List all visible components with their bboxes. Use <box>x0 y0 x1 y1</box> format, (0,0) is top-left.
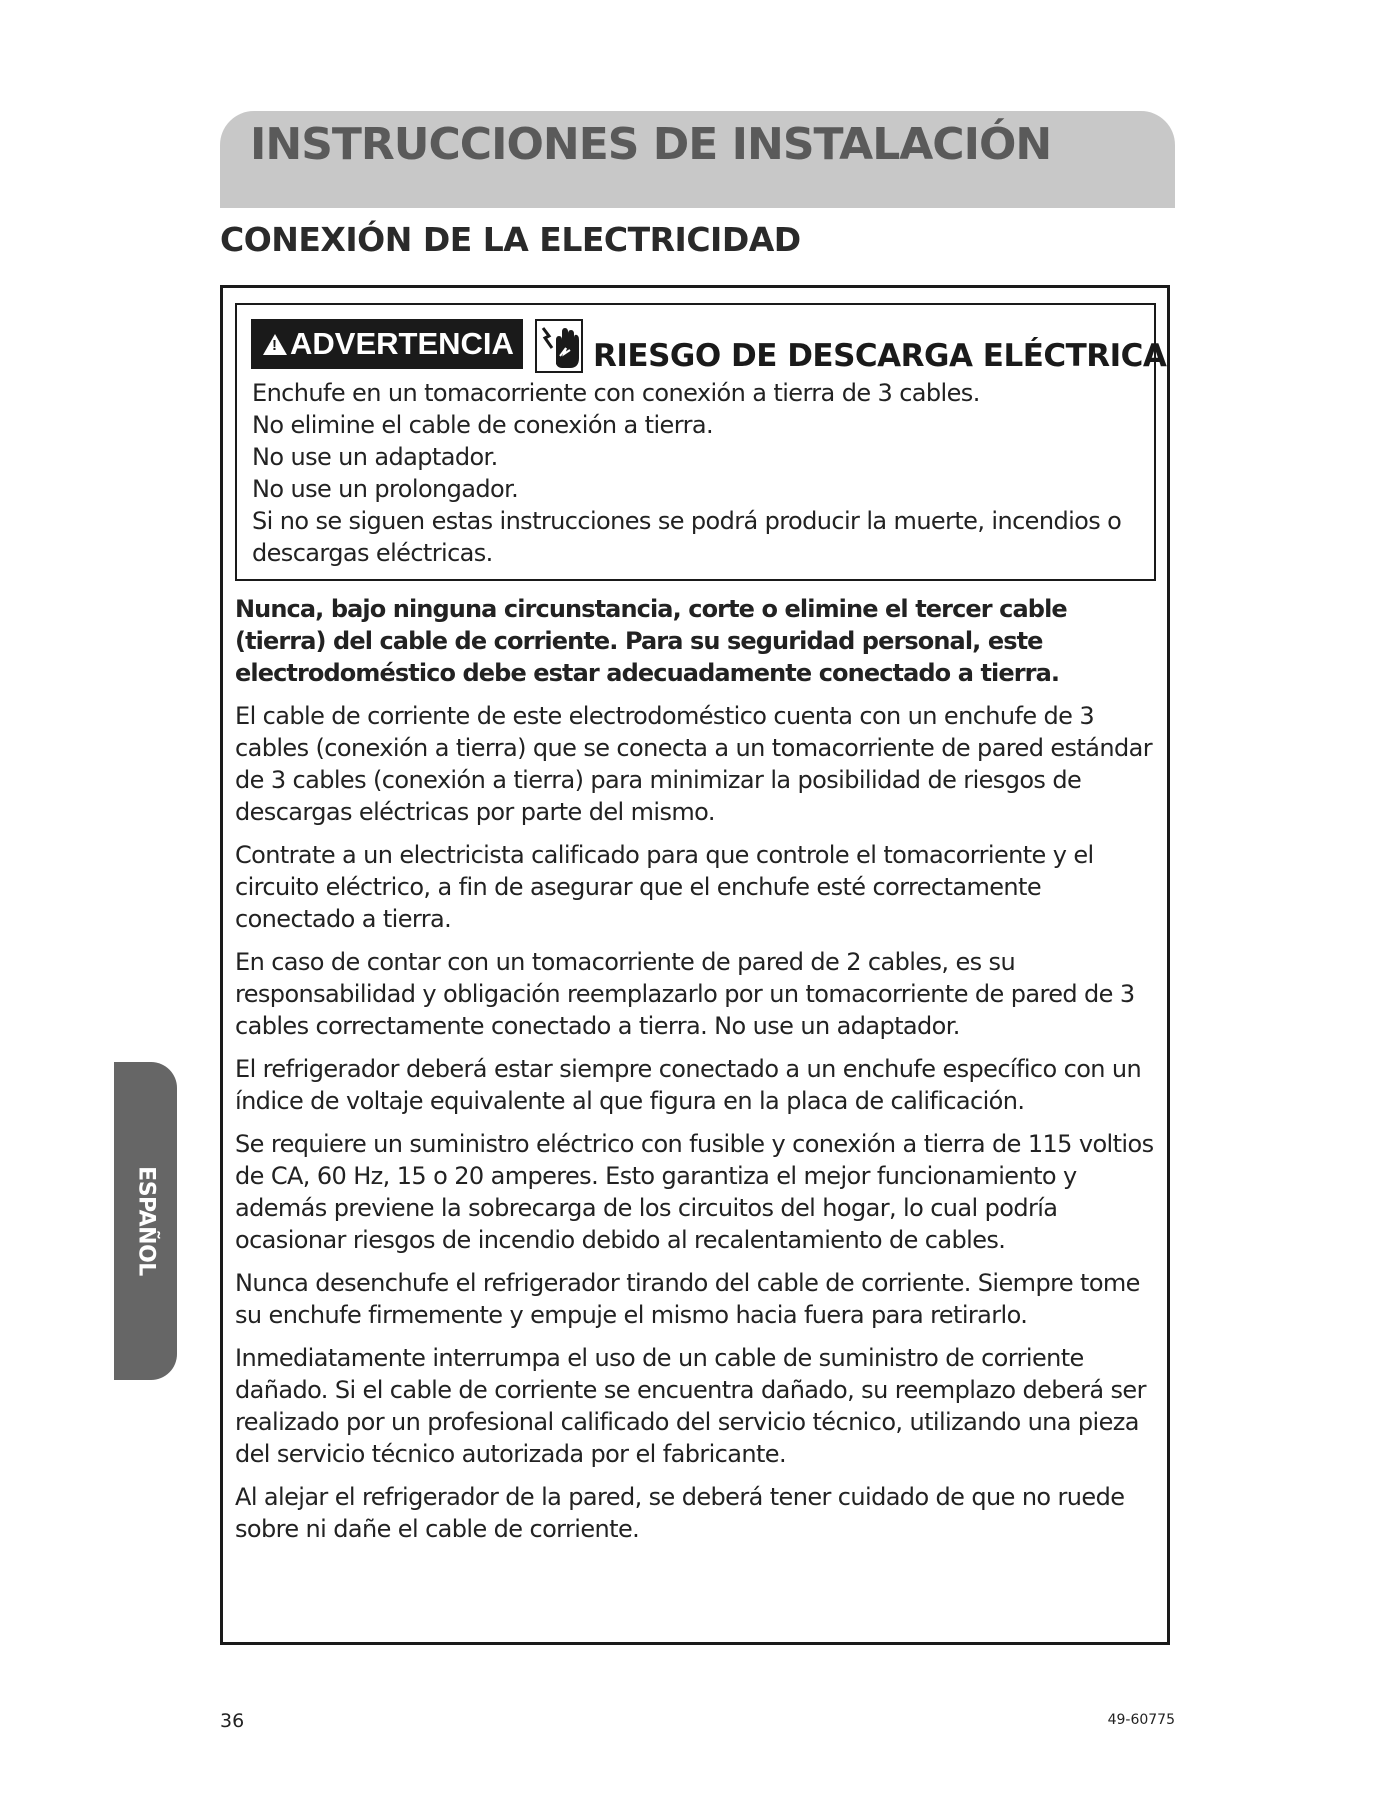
paragraph: El cable de corriente de este electrodoméstico cuenta con un enchufe de 3 cables (conexión a tierra) que se conecta a un tomacorriente de pared estándar de 3 cables (conexión a tierra) para minimizar la posibilidad de riesgos de descargas eléctricas por parte del mismo. <box>235 702 1152 826</box>
warning-line: No use un adaptador. <box>252 443 498 471</box>
warning-line: No elimine el cable de conexión a tierra. <box>252 411 713 439</box>
warning-line: Si no se siguen estas instrucciones se podrá producir la muerte, incendios o descargas eléctricas. <box>252 507 1122 567</box>
content-frame <box>220 285 1170 1645</box>
paragraph: El refrigerador deberá estar siempre conectado a un enchufe específico con un índice de voltaje equivalente al que figura en la placa de calificación. <box>235 1055 1142 1115</box>
paragraph: Inmediatamente interrumpa el uso de un cable de suministro de corriente dañado. Si el cable de corriente se encuentra dañado, su reemplazo deberá ser realizado por un profesional calificado del servicio técnico, utilizando una pieza del servicio técnico autorizada por el fabricante. <box>235 1344 1146 1468</box>
paragraph: En caso de contar con un tomacorriente de pared de 2 cables, es su responsabilidad y obligación reemplazarlo por un tomacorriente de pared de 3 cables correctamente conectado a tierra. No use un adaptador. <box>235 948 1135 1040</box>
warning-badge <box>251 319 523 369</box>
page-title: INSTRUCCIONES DE INSTALACIÓN <box>250 119 1052 170</box>
warning-badge-label: ADVERTENCIA <box>290 326 514 361</box>
document-number: 49-60775 <box>1107 1712 1175 1728</box>
paragraph: Al alejar el refrigerador de la pared, se deberá tener cuidado de que no ruede sobre ni dañe el cable de corriente. <box>235 1483 1125 1543</box>
page-number: 36 <box>220 1710 245 1732</box>
language-side-tab <box>114 1062 177 1380</box>
hazard-title: RIESGO DE DESCARGA ELÉCTRICA <box>593 338 1167 374</box>
warning-list <box>252 377 1147 569</box>
paragraph: Nunca desenchufe el refrigerador tirando del cable de corriente. Siempre tome su enchufe firmemente y empuje el mismo hacia fuera para retirarlo. <box>235 1269 1140 1329</box>
paragraph: Se requiere un suministro eléctrico con fusible y conexión a tierra de 115 voltios de CA, 60 Hz, 15 o 20 amperes. Esto garantiza el mejor funcionamiento y además previene la sobrecarga de los circuitos del hogar, lo cual podría ocasionar riesgos de incendio debido al recalentamiento de cables. <box>235 1130 1154 1254</box>
warning-line: No use un prolongador. <box>252 475 519 503</box>
paragraph: Contrate a un electricista calificado para que controle el tomacorriente y el circuito eléctrico, a fin de asegurar que el enchufe esté correctamente conectado a tierra. <box>235 841 1094 933</box>
warning-triangle-icon <box>263 334 287 355</box>
warning-line: Enchufe en un tomacorriente con conexión a tierra de 3 cables. <box>252 379 980 407</box>
language-tab-label: ESPAÑOL <box>133 1166 158 1276</box>
header-band <box>220 111 1175 208</box>
electric-shock-hand-icon <box>534 318 584 374</box>
warning-box <box>235 303 1167 581</box>
body-text <box>235 593 1160 1556</box>
section-title: CONEXIÓN DE LA ELECTRICIDAD <box>220 220 801 259</box>
bold-paragraph: Nunca, bajo ninguna circunstancia, corte o elimine el tercer cable (tierra) del cable de corriente. Para su seguridad personal, este electrodoméstico debe estar adecuadamente conectado a tierra. <box>235 595 1067 687</box>
